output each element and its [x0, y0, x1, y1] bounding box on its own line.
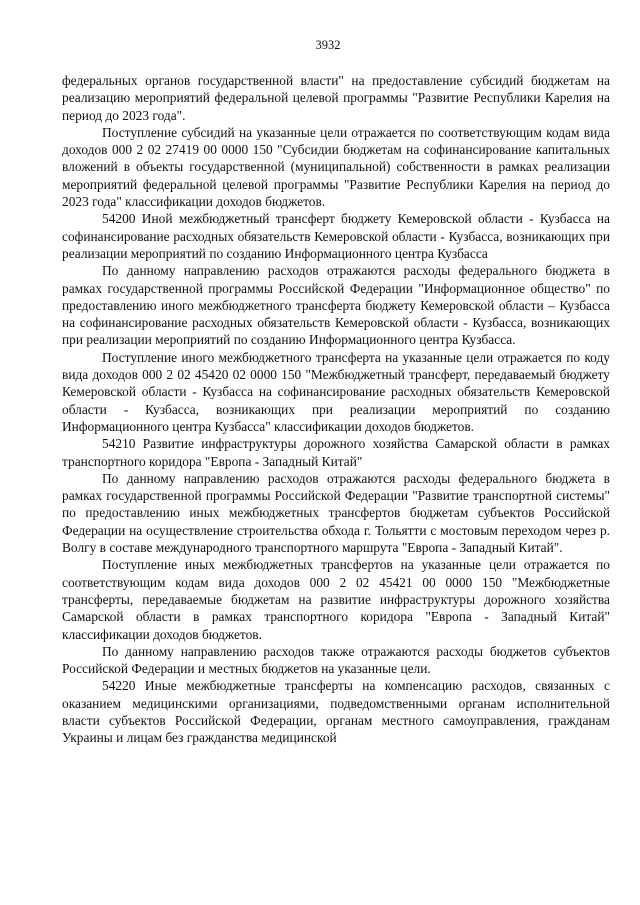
paragraph-8: Поступление иных межбюджетных трансфертов на указанные цели отражается по соответствующим кодам вида доходов 000 2 02 45421 00 0000 150 "Межбюджетные трансферты, передаваемые бюджетам на развитие инфраструктуры дорожного хозяйства Самарской области в рамках транспортного коридора "Европа - Западный Китай" классификации доходов бюджетов. — [62, 557, 610, 642]
paragraph-2: Поступление субсидий на указанные цели отражается по соответствующим кодам вида доходов 000 2 02 27419 00 0000 150 "Субсидии бюджетам на софинансирование капитальных вложений в объекты государственной (муниципальной) собственности в рамках реализации мероприятий федеральной целевой программы "Развитие Республики Карелия на период до 2023 года" классификации доходов бюджетов. — [62, 124, 610, 210]
paragraph-1: федеральных органов государственной власти" на предоставление субсидий бюджетам на реализацию мероприятий федеральной целевой программы "Развитие Республики Карелия на период до 2023 года". — [62, 73, 610, 123]
paragraph-7: По данному направлению расходов отражаются расходы федерального бюджета в рамках государственной программы Российской Федерации "Развитие транспортной системы" по предоставлению иных межбюджетных трансфертов бюджетам субъектов Российской Федерации на осуществление строительства обхода г. Тольятти с мостовым переходом через р. Волгу в составе международного транспортного маршрута "Европа - Западный Китай". — [62, 470, 610, 556]
paragraph-10: 54220 Иные межбюджетные трансферты на компенсацию расходов, связанных с оказанием медицинскими организациями, подведомственными органам исполнительной власти субъектов Российской Федерации, органам местного самоуправления, гражданам Украины и лицам без гражданства медицинской — [62, 678, 610, 746]
paragraph-3: 54200 Иной межбюджетный трансферт бюджету Кемеровской области - Кузбасса на софинансирование расходных обязательств Кемеровской области - Кузбасса, возникающих при реализации мероприятий по созданию Информационного центра Кузбасса — [62, 211, 610, 261]
document-body — [62, 72, 610, 747]
paragraph-5: Поступление иного межбюджетного трансферта на указанные цели отражается по коду вида доходов 000 2 02 45420 02 0000 150 "Межбюджетный трансферт, передаваемый бюджету Кемеровской области - Кузбасса на софинансирование расходных обязательств Кемеровской области - Кузбасса, возникающих при реализации мероприятий по созданию Информационного центра Кузбасса" классификации доходов бюджетов. — [62, 349, 610, 434]
paragraph-9: По данному направлению расходов также отражаются расходы бюджетов субъектов Российской Федерации и местных бюджетов на указанные цели. — [62, 643, 610, 677]
paragraph-4: По данному направлению расходов отражаются расходы федерального бюджета в рамках государственной программы Российской Федерации "Информационное общество" по предоставлению иного межбюджетного трансферта бюджету Кемеровской области – Кузбасса на софинансирование расходных обязательств Кемеровской области - Кузбасса, возникающих при реализации мероприятий по созданию Информационного центра Кузбасса. — [62, 263, 610, 348]
paragraph-6: 54210 Развитие инфраструктуры дорожного хозяйства Самарской области в рамках транспортного коридора "Европа - Западный Китай" — [62, 436, 610, 469]
page-number: 3932 — [315, 38, 341, 52]
